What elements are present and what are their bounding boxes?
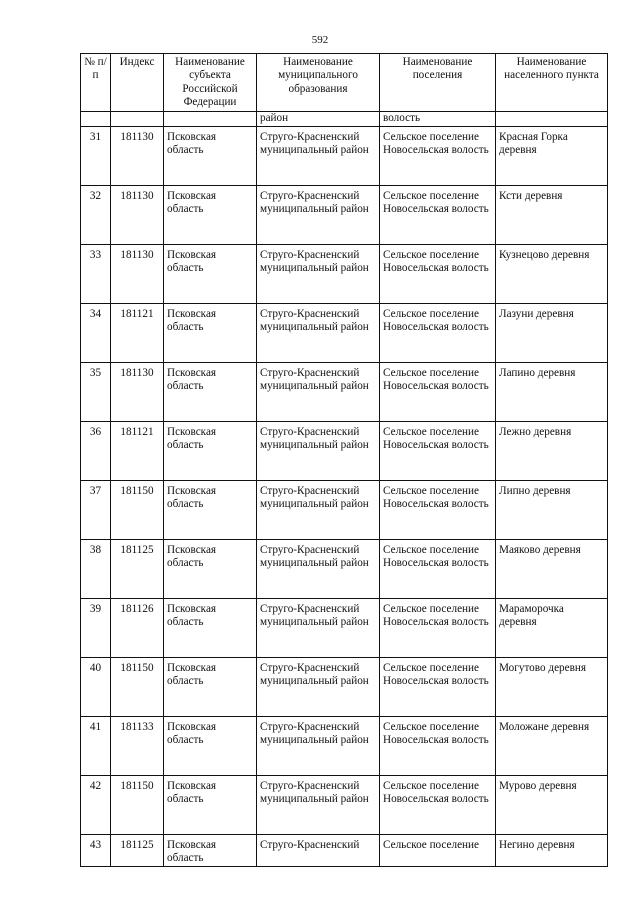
- table-row: [81, 481, 608, 540]
- table-row: [81, 363, 608, 422]
- cell-index: 181126: [111, 599, 164, 658]
- cell-num: 40: [81, 658, 111, 717]
- cell-index: 181125: [111, 835, 164, 867]
- table-row: [81, 422, 608, 481]
- cell-settlement: Сельское поселение Новосельская волость: [380, 776, 496, 835]
- cell-index: 181125: [111, 540, 164, 599]
- cell-num: [81, 112, 111, 127]
- cell-settlement: волость: [380, 112, 496, 127]
- cell-index: 181150: [111, 658, 164, 717]
- cell-num: 31: [81, 127, 111, 186]
- cell-num: 39: [81, 599, 111, 658]
- continuation-row: [81, 112, 608, 127]
- cell-settlement: Сельское поселение Новосельская волость: [380, 186, 496, 245]
- cell-locality: Липно деревня: [496, 481, 608, 540]
- cell-locality: Ксти деревня: [496, 186, 608, 245]
- cell-municipality: Струго-Красненский муниципальный район: [257, 481, 380, 540]
- cell-subject: [164, 112, 257, 127]
- cell-locality: Кузнецово деревня: [496, 245, 608, 304]
- settlements-table: [80, 53, 608, 867]
- cell-settlement: Сельское поселение Новосельская волость: [380, 481, 496, 540]
- cell-index: [111, 112, 164, 127]
- table-row: [81, 599, 608, 658]
- cell-municipality: Струго-Красненский муниципальный район: [257, 363, 380, 422]
- cell-subject: Псковская область: [164, 540, 257, 599]
- page-number: 592: [311, 34, 329, 46]
- cell-locality: Маяково деревня: [496, 540, 608, 599]
- table-row: [81, 245, 608, 304]
- cell-index: 181130: [111, 186, 164, 245]
- cell-municipality: Струго-Красненский муниципальный район: [257, 186, 380, 245]
- cell-num: 33: [81, 245, 111, 304]
- cell-settlement: Сельское поселение Новосельская волость: [380, 658, 496, 717]
- cell-locality: Мурово деревня: [496, 776, 608, 835]
- table-row: [81, 127, 608, 186]
- cell-index: 181130: [111, 127, 164, 186]
- cell-subject: Псковская область: [164, 717, 257, 776]
- cell-municipality: Струго-Красненский муниципальный район: [257, 540, 380, 599]
- cell-settlement: Сельское поселение Новосельская волость: [380, 422, 496, 481]
- cell-subject: Псковская область: [164, 658, 257, 717]
- cell-subject: Псковская область: [164, 127, 257, 186]
- cell-locality: Могутово деревня: [496, 658, 608, 717]
- table-row: [81, 717, 608, 776]
- cell-locality: Моложане деревня: [496, 717, 608, 776]
- cell-locality: Лазуни деревня: [496, 304, 608, 363]
- cell-locality: [496, 112, 608, 127]
- cell-num: 42: [81, 776, 111, 835]
- cell-settlement: Сельское поселение Новосельская волость: [380, 717, 496, 776]
- header-locality: Наименование населенного пункта: [496, 54, 608, 112]
- cell-subject: Псковская область: [164, 835, 257, 867]
- cell-subject: Псковская область: [164, 776, 257, 835]
- cell-municipality: Струго-Красненский муниципальный район: [257, 776, 380, 835]
- cell-subject: Псковская область: [164, 304, 257, 363]
- cell-subject: Псковская область: [164, 186, 257, 245]
- header-num: № п/п: [81, 54, 111, 112]
- table-header-row: [81, 54, 608, 112]
- cell-index: 181150: [111, 481, 164, 540]
- cell-index: 181130: [111, 245, 164, 304]
- table-row: [81, 540, 608, 599]
- cell-settlement: Сельское поселение: [380, 835, 496, 867]
- cell-num: 38: [81, 540, 111, 599]
- cell-subject: Псковская область: [164, 363, 257, 422]
- table-row: [81, 658, 608, 717]
- cell-municipality: Струго-Красненский муниципальный район: [257, 304, 380, 363]
- cell-settlement: Сельское поселение Новосельская волость: [380, 304, 496, 363]
- cell-num: 37: [81, 481, 111, 540]
- header-subject: Наименование субъекта Российской Федерации: [164, 54, 257, 112]
- cell-num: 34: [81, 304, 111, 363]
- cell-index: 181150: [111, 776, 164, 835]
- table-row: [81, 304, 608, 363]
- cell-num: 35: [81, 363, 111, 422]
- cell-locality: Негино деревня: [496, 835, 608, 867]
- cell-municipality: Струго-Красненский муниципальный район: [257, 658, 380, 717]
- header-municipality: Наименование муниципального образования: [257, 54, 380, 112]
- cell-municipality: Струго-Красненский муниципальный район: [257, 422, 380, 481]
- cell-settlement: Сельское поселение Новосельская волость: [380, 540, 496, 599]
- cell-subject: Псковская область: [164, 481, 257, 540]
- cell-num: 32: [81, 186, 111, 245]
- table-row: [81, 835, 608, 867]
- cell-num: 36: [81, 422, 111, 481]
- cell-index: 181133: [111, 717, 164, 776]
- cell-index: 181121: [111, 304, 164, 363]
- cell-locality: Мараморочка деревня: [496, 599, 608, 658]
- table-row: [81, 186, 608, 245]
- cell-num: 41: [81, 717, 111, 776]
- cell-municipality: Струго-Красненский: [257, 835, 380, 867]
- cell-settlement: Сельское поселение Новосельская волость: [380, 127, 496, 186]
- header-index: Индекс: [111, 54, 164, 112]
- cell-settlement: Сельское поселение Новосельская волость: [380, 363, 496, 422]
- cell-subject: Псковская область: [164, 245, 257, 304]
- cell-municipality: Струго-Красненский муниципальный район: [257, 127, 380, 186]
- cell-municipality: район: [257, 112, 380, 127]
- cell-subject: Псковская область: [164, 422, 257, 481]
- cell-locality: Красная Горка деревня: [496, 127, 608, 186]
- cell-index: 181130: [111, 363, 164, 422]
- table-row: [81, 776, 608, 835]
- cell-municipality: Струго-Красненский муниципальный район: [257, 717, 380, 776]
- cell-municipality: Струго-Красненский муниципальный район: [257, 245, 380, 304]
- header-settlement: Наименование поселения: [380, 54, 496, 112]
- cell-locality: Лежно деревня: [496, 422, 608, 481]
- cell-index: 181121: [111, 422, 164, 481]
- cell-municipality: Струго-Красненский муниципальный район: [257, 599, 380, 658]
- cell-settlement: Сельское поселение Новосельская волость: [380, 245, 496, 304]
- cell-locality: Лапино деревня: [496, 363, 608, 422]
- cell-num: 43: [81, 835, 111, 867]
- cell-subject: Псковская область: [164, 599, 257, 658]
- cell-settlement: Сельское поселение Новосельская волость: [380, 599, 496, 658]
